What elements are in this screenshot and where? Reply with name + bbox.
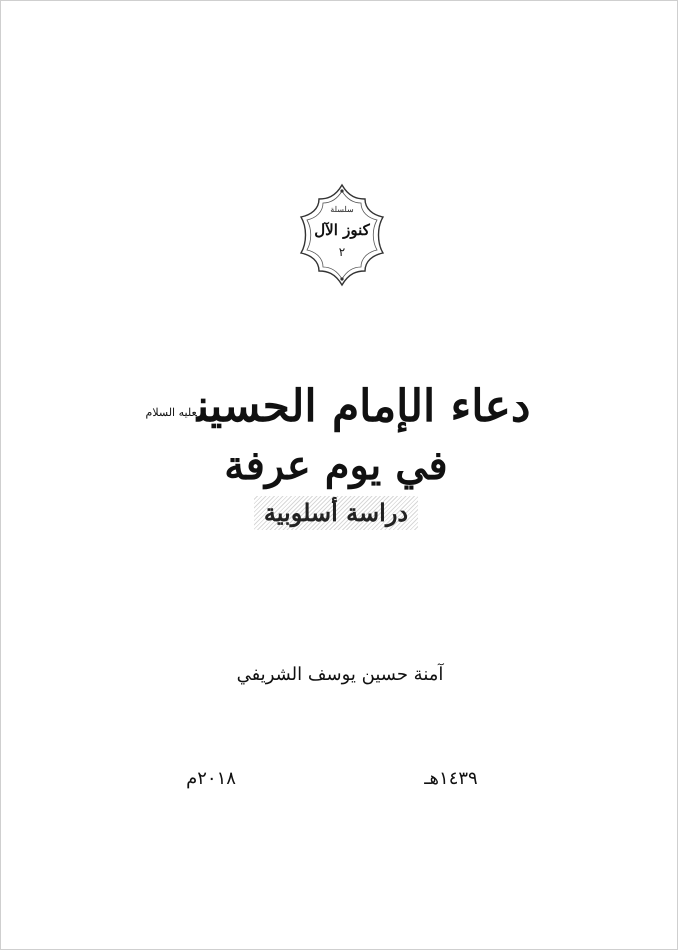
title-line-second: في يوم عرفة <box>224 442 448 489</box>
series-title-label: كنوز الآل <box>314 221 370 239</box>
series-name-label: سلسلة <box>330 205 354 214</box>
title-honorific: عليه السلام <box>145 406 197 419</box>
title-subtitle: دراسة أسلوبية <box>254 496 418 530</box>
title-line-main <box>101 376 571 438</box>
series-number-label: ٢ <box>338 245 346 259</box>
series-badge <box>299 183 385 287</box>
date-gregorian: ٢٠١٨م <box>186 768 236 789</box>
book-title <box>101 376 571 530</box>
author-name: آمنة حسين يوسف الشريفي <box>236 664 444 685</box>
date-hijri: ١٤٣٩هـ <box>424 768 478 789</box>
title-main-text: دعاء الإمام الحسين <box>196 381 531 432</box>
